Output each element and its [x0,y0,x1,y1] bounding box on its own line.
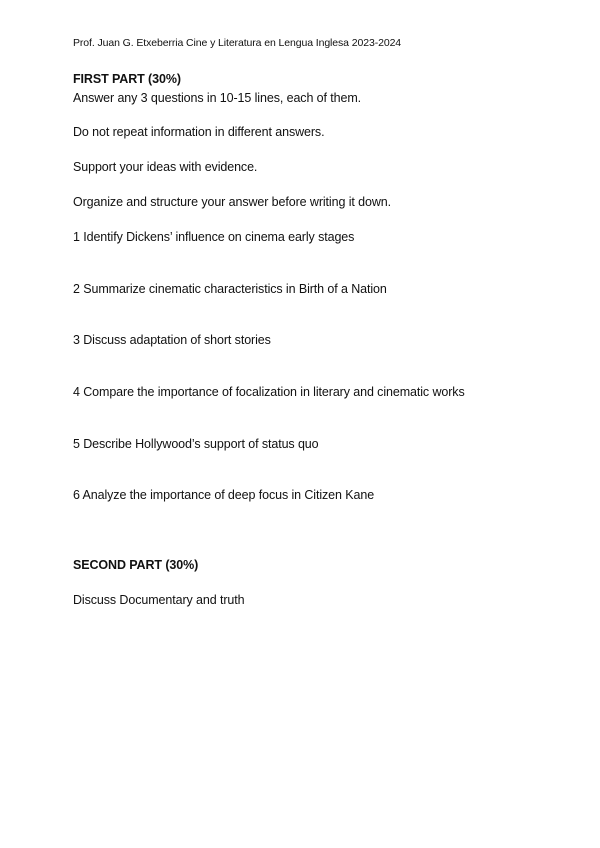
question-2: 2 Summarize cinematic characteristics in Birth of a Nation [73,282,387,296]
page-header: Prof. Juan G. Etxeberria Cine y Literatura en Lengua Inglesa 2023-2024 [73,37,402,49]
instruction-1: Answer any 3 questions in 10-15 lines, each of them. [73,91,362,105]
instruction-2: Do not repeat information in different answers. [73,125,325,139]
question-6: 6 Analyze the importance of deep focus in Citizen Kane [73,488,375,502]
first-part-heading: FIRST PART (30%) [73,72,181,86]
instruction-4: Organize and structure your answer before writing it down. [73,195,391,209]
question-4: 4 Compare the importance of focalization in literary and cinematic works [73,385,465,399]
instruction-3: Support your ideas with evidence. [73,160,258,174]
second-part-question: Discuss Documentary and truth [73,593,245,607]
question-5: 5 Describe Hollywood’s support of status quo [73,437,319,451]
question-1: 1 Identify Dickens’ influence on cinema early stages [73,230,355,244]
question-3: 3 Discuss adaptation of short stories [73,333,271,347]
second-part-heading: SECOND PART (30%) [73,558,199,572]
